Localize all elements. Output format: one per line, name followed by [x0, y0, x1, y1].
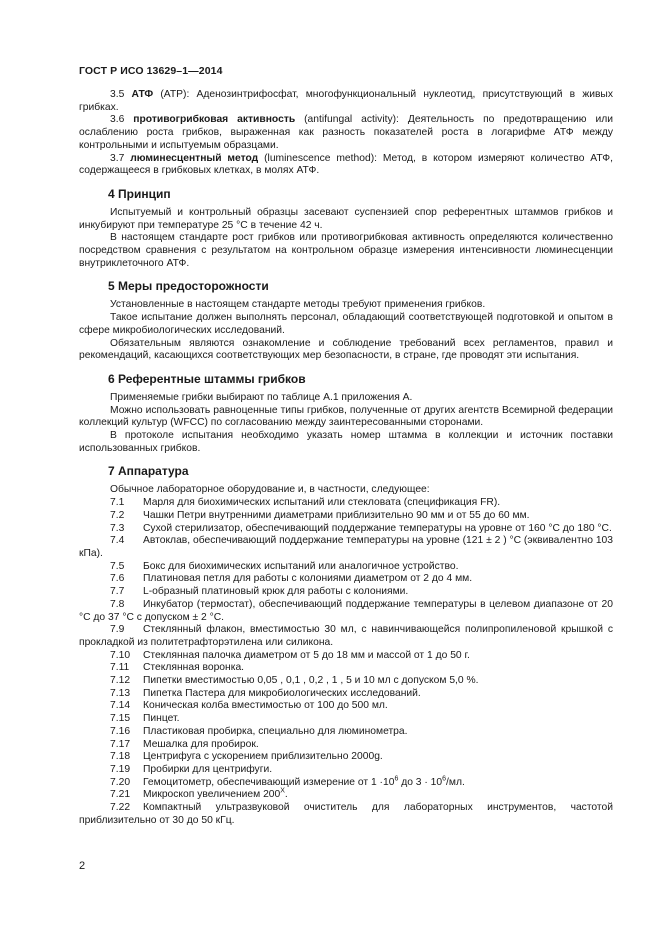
item-text: Пластиковая пробирка, специально для люминометра.: [143, 725, 408, 737]
definitions-block: [79, 89, 613, 178]
item-text: Сухой стерилизатор, обеспечивающий поддержание температуры на уровне от 160 °С до 180 °С.: [143, 522, 612, 534]
body-paragraph: Применяемые грибки выбирают по таблице А.1 приложения А.: [110, 391, 413, 403]
apparatus-item: 7.19 Пробирки для центрифуги.: [110, 763, 273, 775]
definition-paragraph: [79, 114, 613, 152]
item-number: 7.7: [110, 586, 125, 598]
section-4-heading: 4 Принцип: [108, 186, 171, 201]
item-text: Марля для биохимических испытаний или стекловата (спецификация FR).: [143, 497, 501, 509]
apparatus-item: [79, 739, 613, 752]
item-text: Пипетки вместимостью 0,05 , 0,1 , 0,2 , 1 , 5 и 10 мл с допуском 5,0 %.: [143, 675, 479, 687]
definition-number: 3.6: [110, 114, 125, 126]
apparatus-item: [79, 675, 613, 688]
item-number: 7.8: [110, 598, 125, 610]
item-number: 7.1: [110, 497, 125, 509]
section-6-body: [79, 392, 613, 456]
section-4-body: [79, 207, 613, 271]
item-number: 7.6: [110, 573, 125, 585]
definition-term: люминесцентный метод: [130, 152, 259, 164]
item-number: 7.5: [110, 560, 125, 572]
apparatus-item: [79, 510, 613, 523]
definition-text: (antifungal activity): Деятельность по предотвращению или ослаблению роста грибков, выраженная как разность показателей роста в логарифме АТФ между контрольными и испытуемым образцами.: [79, 114, 613, 151]
item-number: 7.4: [110, 535, 125, 547]
apparatus-item: [79, 713, 613, 726]
definition-paragraph: [79, 153, 613, 178]
body-paragraph: Такое испытание должен выполнять персонал, обладающий соответствующей подготовкой и опытом в сфере микробиологических исследований.: [79, 312, 613, 336]
item-number: 7.17: [110, 738, 131, 750]
section-6-heading: 6 Референтные штаммы грибков: [108, 371, 306, 386]
item-number: 7.18: [110, 751, 131, 763]
page-content: [79, 89, 613, 827]
item-number: 7.11: [110, 662, 130, 674]
item-text: Бокс для биохимических испытаний или аналогичное устройство.: [143, 560, 459, 572]
definition-text: (luminescence method): Метод, в котором измеряют количество АТФ, содержащееся в грибковых клетках, в молях АТФ.: [79, 152, 613, 177]
section-5-heading: 5 Меры предосторожности: [108, 279, 269, 294]
item-number: 7.15: [110, 713, 131, 725]
item-text: Пинцет.: [143, 713, 180, 725]
section-7-heading: 7 Аппаратура: [108, 464, 189, 479]
definition-paragraph: [79, 89, 613, 114]
body-paragraph: Можно использовать равноценные типы грибков, полученные от других агентств Всемирной федерации коллекций культур (WFCC) по согласованию между заинтересованными сторонами.: [79, 404, 613, 429]
item-number: 7.3: [110, 522, 125, 534]
item-text: L-образный платиновый крюк для работы с колониями.: [143, 586, 409, 598]
item-number: 7.12: [110, 675, 131, 687]
standard-header: ГОСТ Р ИСО 13629–1—2014: [79, 65, 223, 77]
item-text: Центрифуга с ускорением приблизительно 2000g.: [143, 751, 383, 763]
item-text: Чашки Петри внутренними диаметрами приблизительно 90 мм и от 55 до 60 мм.: [143, 509, 530, 521]
section-7-intro: Обычное лабораторное оборудование и, в частности, следующее:: [110, 484, 430, 496]
apparatus-item: 7.21 Микроскоп увеличением $200^Х$.: [110, 787, 288, 801]
apparatus-item: [79, 561, 613, 574]
apparatus-item: [79, 573, 613, 586]
definition-number: 3.7: [110, 152, 125, 164]
apparatus-item: [79, 726, 613, 739]
item-text: Стеклянная воронка.: [143, 662, 245, 674]
apparatus-item: 7.20 Гемоцитометр, обеспечивающий измерение от $1 \cdot 10^6$ до $3 \cdot 10^6/мл$.: [110, 775, 465, 788]
definition-number: 3.5: [110, 89, 125, 100]
item-number: 7.10: [110, 649, 131, 661]
item-number: 7.13: [110, 687, 131, 699]
apparatus-item: [79, 751, 613, 764]
definition-term: АТФ: [131, 89, 154, 100]
definition-term: противогрибковая активность: [133, 114, 296, 126]
apparatus-item: [79, 624, 613, 649]
item-text: Стеклянная палочка диаметром от 5 до 18 мм и массой от 1 до 50 г.: [143, 649, 470, 661]
item-text: Платиновая петля для работы с колониями диаметром от 2 до 4 мм.: [143, 573, 473, 585]
apparatus-item: [79, 586, 613, 599]
apparatus-item: [79, 599, 613, 624]
apparatus-item: [79, 650, 613, 663]
item-number: 7.16: [110, 725, 131, 737]
body-paragraph: В протоколе испытания необходимо указать номер штамма в коллекции и источник поставки использованных грибков.: [79, 430, 613, 454]
body-paragraph: Обязательным являются ознакомление и соблюдение требований всех регламентов, правил и рекомендаций, касающихся соответствующих мер безопасности, в стране, где проводят эти испытания.: [79, 337, 613, 362]
apparatus-item: [79, 523, 613, 536]
page-number: 2: [79, 860, 86, 872]
apparatus-item: [79, 688, 613, 701]
section-5-body: [79, 299, 613, 363]
apparatus-item: [79, 700, 613, 713]
body-paragraph: Испытуемый и контрольный образцы засевают суспензией спор референтных штаммов грибков и инкубируют при температуре 25 °С в течение 42 ч.: [79, 206, 613, 231]
apparatus-item: 7.22 Компактный ультразвуковой очиститель для лабораторных инструментов, частотой приблизительно от 30 до 50 кГц.: [79, 802, 613, 826]
item-number: 7.2: [110, 509, 125, 521]
apparatus-item: [79, 497, 613, 510]
apparatus-item: [79, 662, 613, 675]
item-text: Инкубатор (термостат), обеспечивающий поддержание температуры в целевом диапазоне от 20 °С до 37 °С с допуском ± 2 °С.: [79, 598, 613, 623]
item-text: Пипетка Пастера для микробиологических исследований.: [143, 687, 421, 699]
body-paragraph: В настоящем стандарте рост грибков или противогрибковая активность определяются количественно посредством сравнения с результатом на контрольном образце измерения интенсивности люминесценции внутриклеточного АТФ.: [79, 232, 613, 269]
definition-text: (ATP): Аденозинтрифосфат, многофункциональный нуклеотид, присутствующий в живых грибках.: [79, 89, 613, 113]
apparatus-item: [79, 535, 613, 560]
body-paragraph: Установленные в настоящем стандарте методы требуют применения грибков.: [110, 299, 486, 311]
item-text: Стеклянный флакон, вместимостью 30 мл, с навинчивающейся полипропиленовой крышкой с прокладкой из политетрафторэтилена или силикона.: [79, 624, 613, 648]
item-text: Коническая колба вместимостью от 100 до 500 мл.: [143, 700, 388, 712]
item-text: Мешалка для пробирок.: [143, 738, 259, 750]
item-text: Автоклав, обеспечивающий поддержание температуры на уровне (121 ± 2 ) °С (эквивалентно 103 кПа).: [79, 535, 613, 559]
item-number: 7.14: [110, 700, 131, 712]
item-number: 7.9: [110, 624, 125, 636]
apparatus-list: [79, 497, 613, 764]
